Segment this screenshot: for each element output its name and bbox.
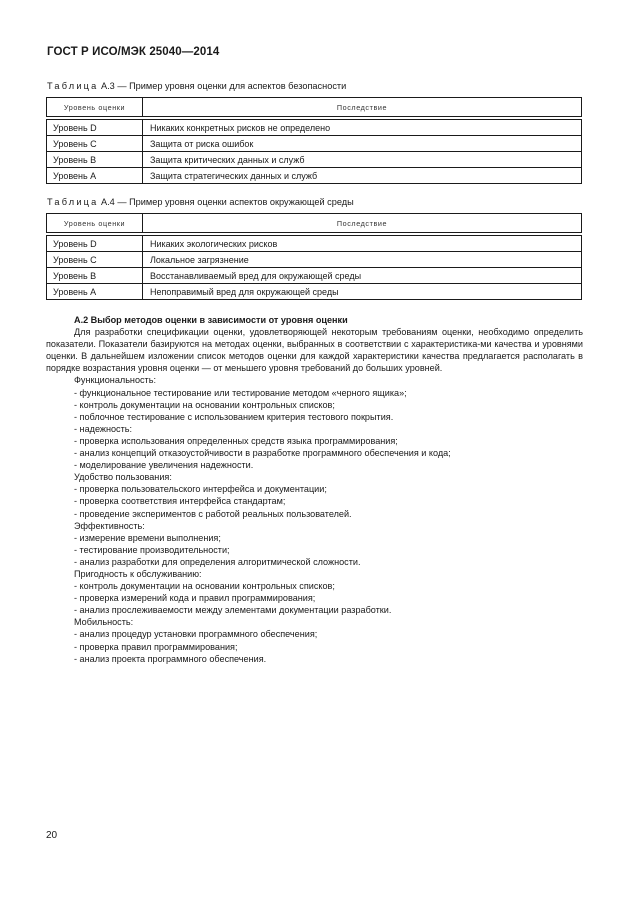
table-header-row xyxy=(47,214,582,235)
list-item: - тестирование производительности; xyxy=(74,544,230,555)
section-a2 xyxy=(46,314,583,665)
section-paragraph: Для разработки спецификации оценки, удовлетворяющей некоторым требованиям оценки, необходимо определить показатели. Показатели базируются на методах оценки, выбранных в соответствии с характеристика-ми качества и уровнями оценки. В дальнейшем изложении список методов оценки для каждой характеристики качества предлагается располагать в порядке возрастания уровня оценки — от меньшего уровня требований до больших уровней. xyxy=(46,327,583,374)
consequence-cell: Защита критических данных и служб xyxy=(143,152,582,168)
column-header-level: Уровень оценки xyxy=(47,98,143,119)
table-row xyxy=(47,168,582,184)
list-item: - моделирование увеличения надежности. xyxy=(74,460,254,471)
list-item: - анализ концепций отказоустойчивости в разработке программного обеспечения и кода; xyxy=(74,448,451,459)
caption-text: А.3 — Пример уровня оценки для аспектов безопасности xyxy=(101,81,347,91)
column-header-level: Уровень оценки xyxy=(47,214,143,235)
level-cell: Уровень D xyxy=(47,118,143,136)
table-row xyxy=(47,152,582,168)
table-header-row xyxy=(47,98,582,119)
list-item: Эффективность: xyxy=(74,520,145,531)
caption-text: А.4 — Пример уровня оценки аспектов окружающей среды xyxy=(101,197,354,207)
list-item: - проверка измерений кода и правил программирования; xyxy=(74,593,316,604)
table-row xyxy=(47,136,582,152)
list-item: - функциональное тестирование или тестирование методом «черного ящика»; xyxy=(74,387,407,398)
column-header-consequence: Последствие xyxy=(143,214,582,235)
table-a4 xyxy=(46,213,582,300)
consequence-cell: Защита стратегических данных и служб xyxy=(143,168,582,184)
consequence-cell: Никаких конкретных рисков не определено xyxy=(143,118,582,136)
level-cell: Уровень C xyxy=(47,136,143,152)
table-row xyxy=(47,268,582,284)
list-item: - измерение времени выполнения; xyxy=(74,532,221,543)
list-item: Пригодность к обслуживанию: xyxy=(74,568,202,579)
list-item: - поблочное тестирование с использованием критерия тестового покрытия. xyxy=(74,411,394,422)
level-cell: Уровень C xyxy=(47,252,143,268)
consequence-cell: Локальное загрязнение xyxy=(143,252,582,268)
method-list xyxy=(46,374,583,664)
document-header: ГОСТ Р ИСО/МЭК 25040—2014 xyxy=(47,46,220,58)
level-cell: Уровень B xyxy=(47,268,143,284)
table-a3 xyxy=(46,97,582,184)
consequence-cell: Восстанавливаемый вред для окружающей среды xyxy=(143,268,582,284)
table-row xyxy=(47,234,582,252)
caption-prefix: Таблица xyxy=(47,81,99,91)
list-item: - анализ процедур установки программного обеспечения; xyxy=(74,629,318,640)
list-item: Мобильность: xyxy=(74,617,134,628)
list-item: - надежность: xyxy=(74,423,133,434)
list-item: - контроль документации на основании контрольных списков; xyxy=(74,399,335,410)
level-cell: Уровень A xyxy=(47,168,143,184)
table-a3-caption xyxy=(47,81,346,91)
list-item: - проведение экспериментов с работой реальных пользователей. xyxy=(74,508,352,519)
table-row xyxy=(47,252,582,268)
consequence-cell: Никаких экологических рисков xyxy=(143,234,582,252)
page-number: 20 xyxy=(46,830,58,841)
list-item: - анализ проекта программного обеспечения. xyxy=(74,653,267,664)
list-item: - проверка соответствия интерфейса стандартам; xyxy=(74,496,286,507)
section-heading: А.2 Выбор методов оценки в зависимости от уровня оценки xyxy=(74,315,348,325)
list-item: Удобство пользования: xyxy=(74,472,172,483)
level-cell: Уровень B xyxy=(47,152,143,168)
list-item: - анализ разработки для определения алгоритмической сложности. xyxy=(74,556,361,567)
list-item: - контроль документации на основании контрольных списков; xyxy=(74,581,335,592)
level-cell: Уровень D xyxy=(47,234,143,252)
table-a4-caption xyxy=(47,197,354,207)
list-item: Функциональность: xyxy=(74,375,156,386)
table-row xyxy=(47,118,582,136)
caption-prefix: Таблица xyxy=(47,197,99,207)
table-row xyxy=(47,284,582,300)
column-header-consequence: Последствие xyxy=(143,98,582,119)
list-item: - проверка правил программирования; xyxy=(74,641,238,652)
list-item: - проверка пользовательского интерфейса и документации; xyxy=(74,484,327,495)
list-item: - анализ прослеживаемости между элементами документации разработки. xyxy=(74,605,392,616)
consequence-cell: Защита от риска ошибок xyxy=(143,136,582,152)
level-cell: Уровень A xyxy=(47,284,143,300)
consequence-cell: Непоправимый вред для окружающей среды xyxy=(143,284,582,300)
list-item: - проверка использования определенных средств языка программирования; xyxy=(74,435,398,446)
